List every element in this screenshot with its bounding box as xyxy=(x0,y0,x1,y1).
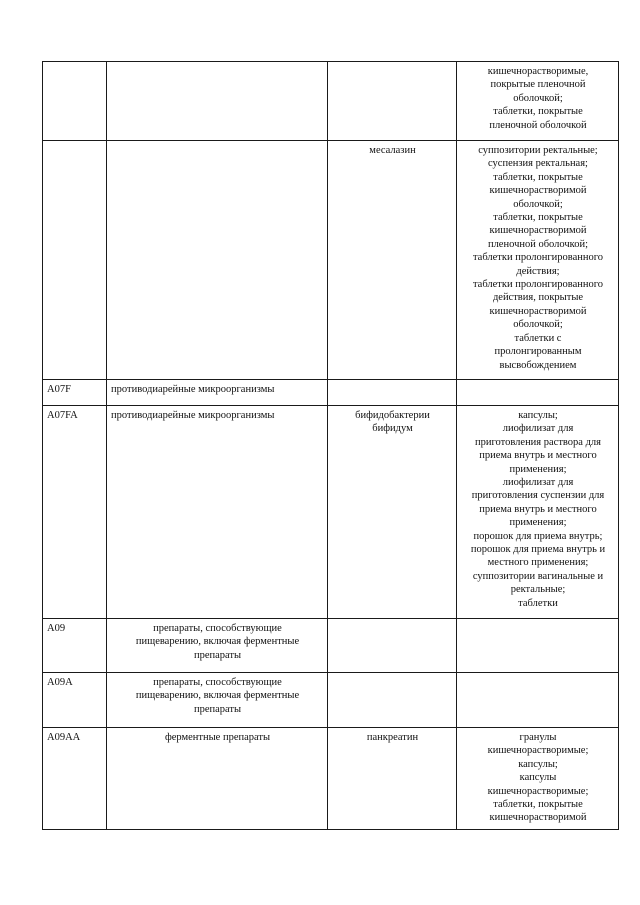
atc-code-cell xyxy=(43,141,107,380)
table-row xyxy=(43,141,619,380)
group-name-cell xyxy=(107,62,328,141)
dosage-forms-cell: гранулы кишечнорастворимые; капсулы; капсулы кишечнорастворимые; таблетки, покрытые кишечнорастворимой xyxy=(457,728,619,830)
atc-code-cell: A09AA xyxy=(43,728,107,830)
atc-code-cell: A09A xyxy=(43,673,107,728)
group-name-cell: противодиарейные микроорганизмы xyxy=(107,380,328,406)
group-name-cell: противодиарейные микроорганизмы xyxy=(107,406,328,619)
dosage-forms-cell xyxy=(457,619,619,673)
group-name-cell: препараты, способствующие пищеварению, включая ферментные препараты xyxy=(107,619,328,673)
dosage-forms-cell: капсулы; лиофилизат для приготовления раствора для приема внутрь и местного применения; лиофилизат для приготовления суспензии для приема внутрь и местного применения; порошок для приема внутрь; порошок для приема внутрь и местного применения; суппозитории вагинальные и ректальные; таблетки xyxy=(457,406,619,619)
table-row xyxy=(43,673,619,728)
group-name-cell: препараты, способствующие пищеварению, включая ферментные препараты xyxy=(107,673,328,728)
inn-cell xyxy=(328,619,457,673)
atc-code-cell: A07FA xyxy=(43,406,107,619)
dosage-forms-cell: кишечнорастворимые, покрытые пленочной оболочкой; таблетки, покрытые пленочной оболочкой xyxy=(457,62,619,141)
atc-code-cell xyxy=(43,62,107,141)
inn-cell: панкреатин xyxy=(328,728,457,830)
table-row xyxy=(43,728,619,830)
atc-code-cell: A09 xyxy=(43,619,107,673)
dosage-forms-cell xyxy=(457,673,619,728)
table-row xyxy=(43,380,619,406)
atc-code-cell: A07F xyxy=(43,380,107,406)
group-name-cell xyxy=(107,141,328,380)
inn-cell: бифидобактерии бифидум xyxy=(328,406,457,619)
table-row xyxy=(43,619,619,673)
table-row xyxy=(43,62,619,141)
dosage-forms-cell: суппозитории ректальные; суспензия ректальная; таблетки, покрытые кишечнорастворимой оболочкой; таблетки, покрытые кишечнорастворимой пленочной оболочкой; таблетки пролонгированного действия; таблетки пролонгированного действия, покрытые кишечнорастворимой оболочкой; таблетки с пролонгированным высвобождением xyxy=(457,141,619,380)
drug-table xyxy=(42,61,619,830)
inn-cell xyxy=(328,380,457,406)
group-name-cell: ферментные препараты xyxy=(107,728,328,830)
dosage-forms-cell xyxy=(457,380,619,406)
inn-cell: месалазин xyxy=(328,141,457,380)
inn-cell xyxy=(328,673,457,728)
table-row xyxy=(43,406,619,619)
inn-cell xyxy=(328,62,457,141)
